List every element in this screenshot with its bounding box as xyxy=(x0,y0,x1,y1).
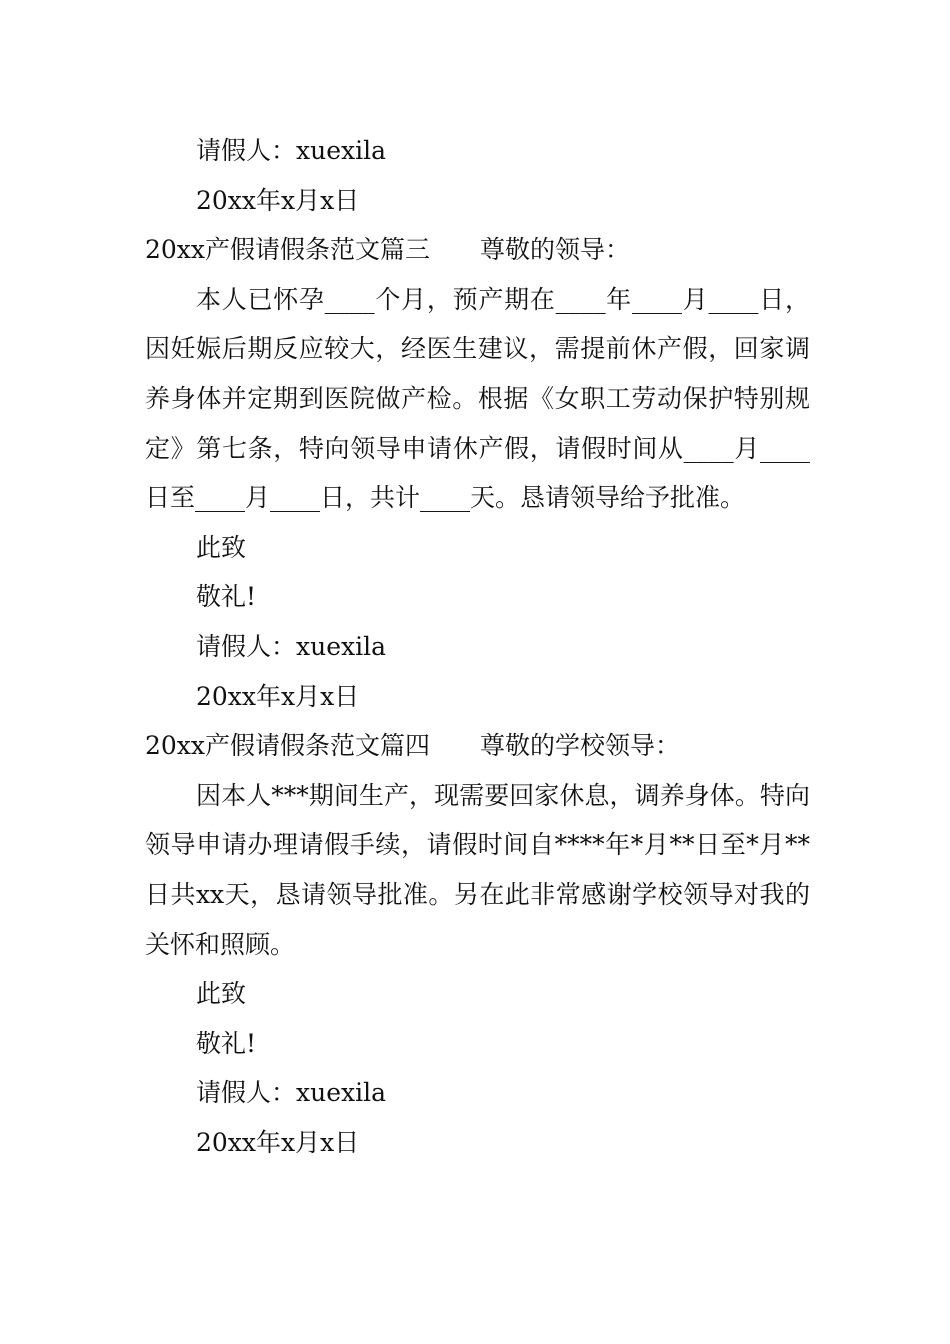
applicant-line: 请假人：xuexila xyxy=(196,631,386,661)
applicant-line: 请假人：xuexila xyxy=(196,136,386,165)
salute-line: 敬礼! xyxy=(196,1028,257,1058)
greeting: 尊敬的学校领导： xyxy=(480,731,681,761)
section-title: 20xx产假请假条范文篇三 xyxy=(145,235,431,265)
greeting: 尊敬的领导： xyxy=(480,235,631,265)
date-line: 20xx年x月x日 xyxy=(196,1127,360,1157)
body-paragraph: 因本人***期间生产，现需要回家休息，调养身体。特向领导申请办理请假手续，请假时间自****年*月**日至*月**日共xx天，恳请领导批准。另在此非常感谢学校领导对我的关怀和照顾。 xyxy=(145,780,810,959)
date-line: 20xx年x月x日 xyxy=(196,681,360,711)
section-title-line xyxy=(145,721,810,771)
section-title-line xyxy=(145,225,810,275)
body-paragraph: 本人已怀孕____个月，预产期在____年____月____日，因妊娠后期反应较大，经医生建议，需提前休产假，回家调养身体并定期到医院做产检。根据《女职工劳动保护特别规定》第七条，特向领导申请休产假，请假时间从____月____日至____月____日，共计____天。恳请领导给予批准。 xyxy=(145,284,810,513)
closing-line: 此致 xyxy=(196,979,247,1009)
closing-line: 此致 xyxy=(196,532,247,562)
salute-line: 敬礼! xyxy=(196,582,257,612)
section-title: 20xx产假请假条范文篇四 xyxy=(145,731,431,761)
date-line: 20xx年x月x日 xyxy=(196,185,360,215)
document-text xyxy=(145,126,810,1167)
applicant-line: 请假人：xuexila xyxy=(196,1078,386,1108)
